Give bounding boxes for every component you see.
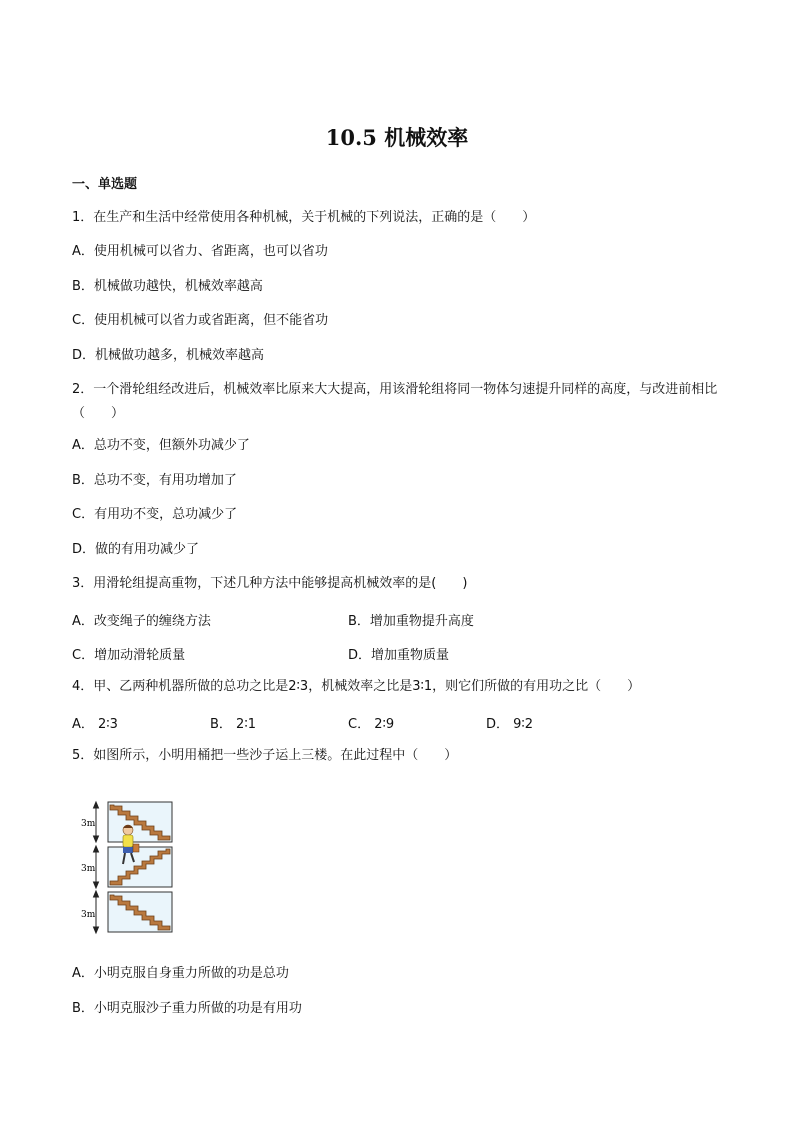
q2-option-c: C．有用功不变，总功减少了: [72, 507, 238, 522]
q2-option-b: B．总功不变，有用功增加了: [72, 473, 237, 488]
q3-option-b: B．增加重物提升高度: [348, 614, 474, 629]
q3-option-a: A．改变绳子的缠绕方法: [72, 614, 211, 629]
q2-option-d: D．做的有用功减少了: [72, 542, 200, 557]
height-label-bottom: 3m: [81, 910, 96, 920]
q3-option-d: D．增加重物质量: [348, 648, 450, 663]
q5-option-b: B．小明克服沙子重力所做的功是有用功: [72, 1001, 302, 1016]
q4-option-c: C． 2∶9: [348, 717, 395, 732]
staircase-figure: [78, 800, 178, 935]
q1-option-c: C．使用机械可以省力或省距离，但不能省功: [72, 313, 329, 328]
q1-stem: 1．在生产和生活中经常使用各种机械，关于机械的下列说法，正确的是（ ）: [72, 210, 536, 225]
height-label-middle: 3m: [81, 864, 96, 874]
q3-stem: 3．用滑轮组提高重物，下述几种方法中能够提高机械效率的是( ): [72, 576, 468, 591]
q4-option-d: D． 9∶2: [486, 717, 534, 732]
q4-option-b: B． 2∶1: [210, 717, 256, 732]
q5-stem: 5．如图所示，小明用桶把一些沙子运上三楼。在此过程中（ ）: [72, 748, 458, 763]
q4-option-a: A． 2∶3: [72, 717, 118, 732]
q2-stem: 2．一个滑轮组经改进后，机械效率比原来大大提高，用该滑轮组将同一物体匀速提升同样的高度，与改进前相比（ ）: [72, 382, 718, 421]
q3-option-c: C．增加动滑轮质量: [72, 648, 186, 663]
q4-stem: 4．甲、乙两种机器所做的总功之比是2∶3，机械效率之比是3∶1，则它们所做的有用功之比（ ）: [72, 679, 641, 694]
q1-option-d: D．机械做功越多，机械效率越高: [72, 348, 265, 363]
q5-option-a: A．小明克服自身重力所做的功是总功: [72, 966, 289, 981]
q1-option-b: B．机械做功越快，机械效率越高: [72, 279, 263, 294]
page-title: 10.5 机械效率: [325, 125, 469, 150]
q2-option-a: A．总功不变，但额外功减少了: [72, 438, 250, 453]
q1-option-a: A．使用机械可以省力、省距离，也可以省功: [72, 244, 328, 259]
section-heading: 一、单选题: [72, 177, 138, 192]
height-label-top: 3m: [81, 819, 96, 829]
